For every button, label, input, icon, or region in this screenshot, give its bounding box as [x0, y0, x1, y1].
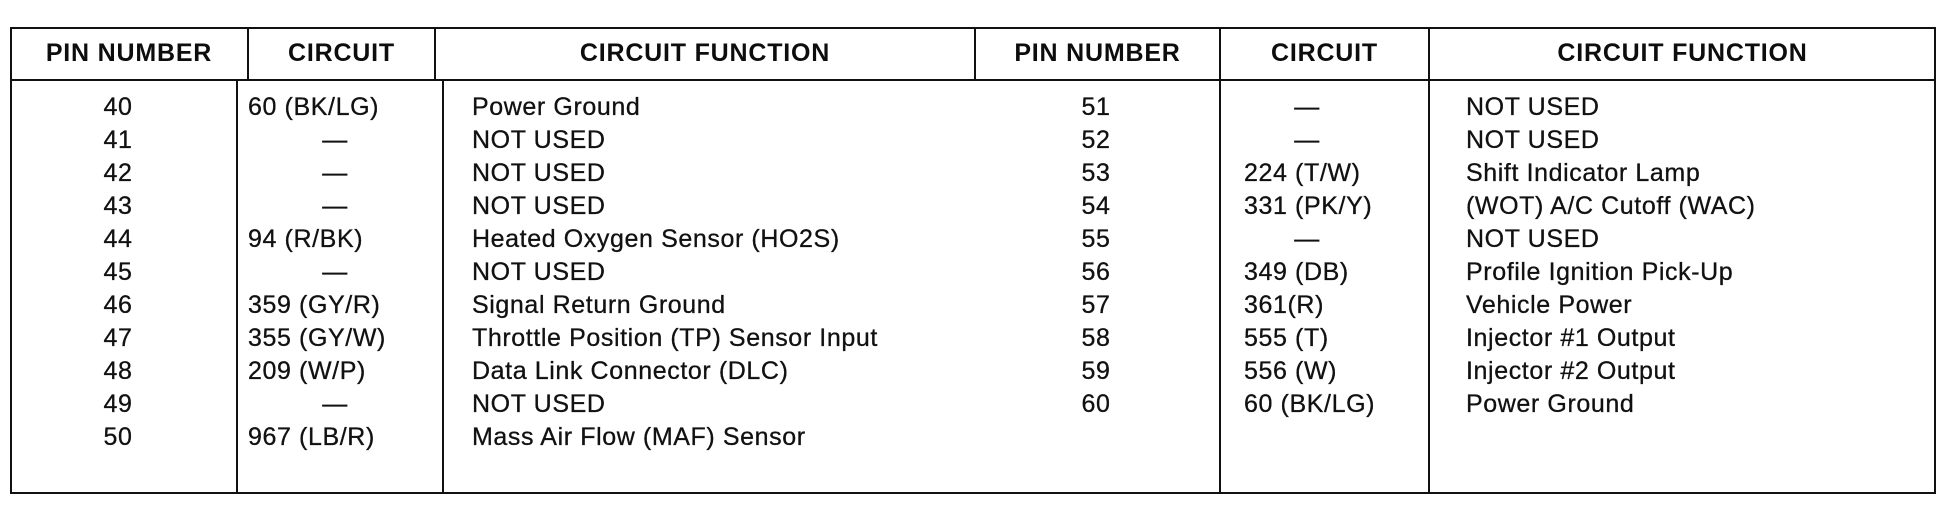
circuit-cell: 209 (W/P): [248, 357, 366, 385]
pin-number-cell: 42: [103, 159, 133, 187]
pin-number-cell: 44: [103, 225, 133, 253]
pin-number-cell: 56: [1081, 258, 1111, 286]
circuit-function-cell: NOT USED: [1466, 93, 1600, 121]
pin-number-cell: 47: [103, 324, 133, 352]
circuit-function-cell: Injector #1 Output: [1466, 324, 1676, 352]
pin-number-cell: 51: [1081, 93, 1111, 121]
circuit-function-cell: Throttle Position (TP) Sensor Input: [472, 324, 878, 352]
circuit-cell: 967 (LB/R): [248, 423, 375, 451]
circuit-cell: —: [322, 126, 348, 154]
column-header-pin-number: PIN NUMBER: [1014, 39, 1181, 67]
column-header-circuit-function: CIRCUIT FUNCTION: [1557, 39, 1808, 67]
pin-number-cell: 48: [103, 357, 133, 385]
circuit-function-cell: NOT USED: [1466, 225, 1600, 253]
column-header-pin-number: PIN NUMBER: [45, 39, 213, 67]
pin-number-cell: 59: [1081, 357, 1111, 385]
circuit-function-cell: NOT USED: [472, 192, 606, 220]
circuit-cell: —: [1294, 225, 1320, 253]
pin-number-cell: 52: [1081, 126, 1111, 154]
table-row: [0, 91, 1948, 124]
circuit-function-cell: NOT USED: [472, 126, 606, 154]
circuit-cell: 60 (BK/LG): [1244, 390, 1376, 418]
pin-number-cell: 41: [103, 126, 133, 154]
table-row: [0, 355, 1948, 388]
circuit-cell: 349 (DB): [1244, 258, 1349, 286]
pin-number-cell: 50: [103, 423, 133, 451]
circuit-cell: 556 (W): [1244, 357, 1338, 385]
circuit-function-cell: Power Ground: [472, 93, 641, 121]
circuit-cell: —: [1294, 93, 1320, 121]
pin-number-cell: 54: [1081, 192, 1111, 220]
table-row: [0, 124, 1948, 157]
pin-number-cell: 43: [103, 192, 133, 220]
circuit-function-cell: NOT USED: [472, 159, 606, 187]
circuit-cell: 60 (BK/LG): [248, 93, 380, 121]
circuit-function-cell: Data Link Connector (DLC): [472, 357, 789, 385]
column-header-circuit: CIRCUIT: [1271, 39, 1378, 67]
pin-number-cell: 60: [1081, 390, 1111, 418]
pin-number-cell: 46: [103, 291, 133, 319]
pin-number-cell: 49: [103, 390, 133, 418]
circuit-cell: —: [322, 159, 348, 187]
column-header-circuit-function: CIRCUIT FUNCTION: [579, 39, 831, 67]
table-row: [0, 289, 1948, 322]
circuit-function-cell: Mass Air Flow (MAF) Sensor: [472, 423, 806, 451]
circuit-cell: 355 (GY/W): [248, 324, 386, 352]
circuit-function-cell: (WOT) A/C Cutoff (WAC): [1466, 192, 1756, 220]
circuit-function-cell: Injector #2 Output: [1466, 357, 1676, 385]
pin-number-cell: 53: [1081, 159, 1111, 187]
table-row: [0, 322, 1948, 355]
circuit-function-cell: Signal Return Ground: [472, 291, 726, 319]
circuit-cell: 331 (PK/Y): [1244, 192, 1373, 220]
table-row: [0, 190, 1948, 223]
circuit-cell: 555 (T): [1244, 324, 1329, 352]
circuit-function-cell: Heated Oxygen Sensor (HO2S): [472, 225, 840, 253]
circuit-cell: 361(R): [1244, 291, 1325, 319]
column-header-circuit: CIRCUIT: [288, 39, 395, 67]
circuit-cell: —: [322, 390, 348, 418]
circuit-function-cell: NOT USED: [472, 390, 606, 418]
circuit-function-cell: Power Ground: [1466, 390, 1635, 418]
circuit-function-cell: Shift Indicator Lamp: [1466, 159, 1701, 187]
circuit-function-cell: Profile Ignition Pick-Up: [1466, 258, 1734, 286]
circuit-cell: 224 (T/W): [1244, 159, 1361, 187]
table-row: [0, 388, 1948, 421]
pin-number-cell: 58: [1081, 324, 1111, 352]
circuit-function-cell: NOT USED: [472, 258, 606, 286]
table-row: [0, 223, 1948, 256]
circuit-cell: —: [322, 192, 348, 220]
table-row: [0, 157, 1948, 190]
circuit-cell: —: [322, 258, 348, 286]
circuit-function-cell: NOT USED: [1466, 126, 1600, 154]
pin-number-cell: 57: [1081, 291, 1111, 319]
circuit-cell: —: [1294, 126, 1320, 154]
circuit-cell: 94 (R/BK): [248, 225, 364, 253]
circuit-function-cell: Vehicle Power: [1466, 291, 1633, 319]
pin-number-cell: 55: [1081, 225, 1111, 253]
table-row: [0, 256, 1948, 289]
circuit-cell: 359 (GY/R): [248, 291, 381, 319]
pin-number-cell: 45: [103, 258, 133, 286]
pin-number-cell: 40: [103, 93, 133, 121]
